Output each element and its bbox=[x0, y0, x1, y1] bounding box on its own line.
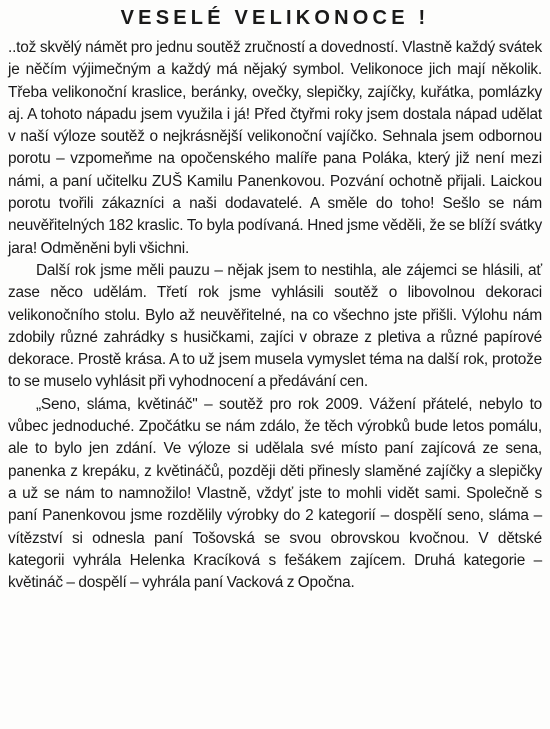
article-paragraph-2: Další rok jsme měli pauzu – nějak jsem to nestihla, ale zájemci se hlásili, ať zase něco udělám. Třetí rok jsme vyhlásili soutěž o libovolnou dekoraci velikonočního stolu. Bylo až neuvěřitelné, na co všechno jste přišli. Výlohu nám zdobily různé zahrádky s husičkami, zajíci v obraze z pletiva a různé papírové dekorace. Prostě krása. A to už jsem musela vymyslet téma na další rok, protože to se muselo vyhlásit při vyhodnocení a předávání cen. bbox=[8, 261, 542, 391]
article-paragraph-1: ..tož skvělý námět pro jednu soutěž zručností a dovedností. Vlastně každý svátek je něčím výjimečným a každý má nějaký symbol. Velikonoce jich mají několik. Třeba velikonoční kraslice, beránky, ovečky, slepičky, zajíčky, kuřátka, pomlázky aj. A tohoto nápadu jsem využila i já! Před čtyřmi roky jsem dostala nápad udělat v naší výloze soutěž o nejkrásnější velikonoční vajíčko. Sehnala jsem odbornou porotu – vzpomeňme na opočenského malíře pana Poláka, který již není mezi námi, a paní učitelku ZUŠ Kamilu Panenkovou. Pozvání ochotně přijali. Laickou porotu tvořili zákazníci a naši dodavatelé. A směle do toho! Sešlo se nám neuvěřitelných 182 kraslic. To byla podívaná. Hned jsme věděli, že se blíží svátky jara! Odměněni byli všichni. bbox=[8, 39, 542, 257]
article-paragraph-3: „Seno, sláma, květináč" – soutěž pro rok 2009. Vážení přátelé, nebylo to vůbec jednoduché. Zpočátku se nám zdálo, že těch výrobků bude letos pomálu, ale to bylo jen zdání. Ve výloze si udělala své místo paní zajícová ze sena, panenka z krepáku, z květináčů, později děti přinesly slaměné zajíčky a slepičky a už se nám to namnožilo! Vlastně, vždyť jste to mohli vidět sami. Společně s paní Panenkovou jsme rozdělily výrobky do 2 kategorií – dospělí seno, sláma – vítězství si odnesla paní Tošovská se svou obrovskou kvočnou. V dětské kategorii vyhrála Helenka Kracíková s fešákem zajícem. Druhá kategorie – květináč – dospělí – vyhrála paní Vacková z Opočna. bbox=[8, 395, 542, 592]
article-title: VESELÉ VELIKONOCE ! bbox=[120, 7, 430, 29]
article-body bbox=[8, 37, 542, 594]
